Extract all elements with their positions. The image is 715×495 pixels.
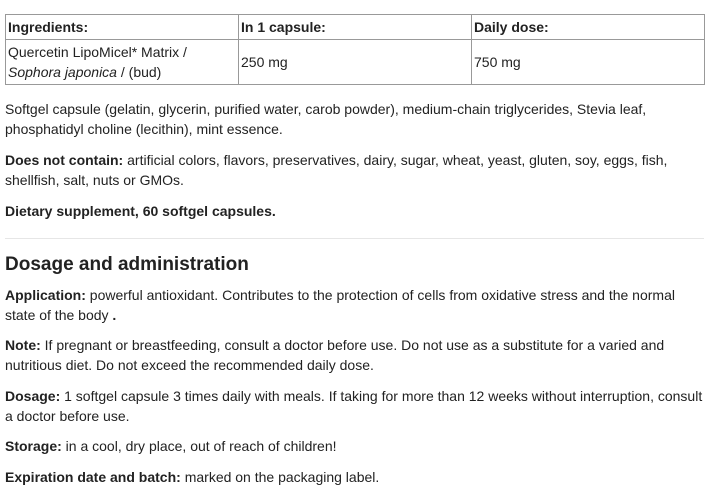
storage-label: Storage: (5, 438, 62, 454)
dosage-body: 1 softgel capsule 3 times daily with meals. If taking for more than 12 weeks without interruption, consult a doctor before use. (5, 388, 703, 424)
free-from-text (5, 151, 705, 190)
cell-ingredient (6, 40, 239, 85)
expiration-label: Expiration date and batch: (5, 469, 181, 485)
storage-body: in a cool, dry place, out of reach of children! (61, 438, 337, 454)
storage-text (5, 437, 705, 457)
application-end: . (112, 306, 117, 323)
header-per-capsule: In 1 capsule: (239, 15, 472, 40)
note-text (5, 336, 705, 375)
expiration-body: marked on the packaging label. (180, 469, 380, 485)
capsule-count: 60 softgel capsules. (142, 203, 276, 219)
header-daily-dose: Daily dose: (472, 15, 705, 40)
application-text (5, 286, 705, 325)
free-from-list: artificial colors, flavors, preservatives, dairy, sugar, wheat, yeast, gluten, soy, eggs, fish, shellfish, salt, nuts or GMOs. (5, 152, 668, 188)
ingredient-latin-name: Sophora japonica (8, 64, 117, 80)
table-header-row (6, 15, 705, 40)
cell-daily-dose: 750 mg (472, 40, 705, 85)
section-divider (5, 238, 704, 239)
composition-text: Softgel capsule (gelatin, glycerin, purified water, carob powder), medium-chain triglycerides, Stevia leaf, phosphatidyl choline (lecithin), mint essence. (5, 101, 647, 137)
ingredients-table (5, 14, 705, 85)
ingredient-part: / (bud) (116, 64, 162, 80)
supplement-text (5, 202, 705, 222)
application-body: powerful antioxidant. Contributes to the protection of cells from oxidative stress and the normal state of the body (5, 287, 675, 323)
note-label: Note: (5, 337, 41, 353)
expiration-text (5, 468, 705, 488)
table-row (6, 40, 705, 85)
ingredient-name: Quercetin LipoMicel* Matrix / (8, 44, 187, 60)
header-ingredients: Ingredients: (6, 15, 239, 40)
cell-per-capsule: 250 mg (239, 40, 472, 85)
application-label: Application: (5, 287, 86, 303)
note-body: If pregnant or breastfeeding, consult a doctor before use. Do not use as a substitute for a varied and nutritious diet. Do not exceed the recommended daily dose. (5, 337, 665, 373)
dosage-label: Dosage: (5, 388, 61, 404)
dosage-heading: Dosage and administration (5, 254, 249, 275)
free-from-label: Does not contain: (5, 152, 124, 168)
dosage-text (5, 387, 705, 426)
supplement-label: Dietary supplement, (5, 203, 143, 219)
